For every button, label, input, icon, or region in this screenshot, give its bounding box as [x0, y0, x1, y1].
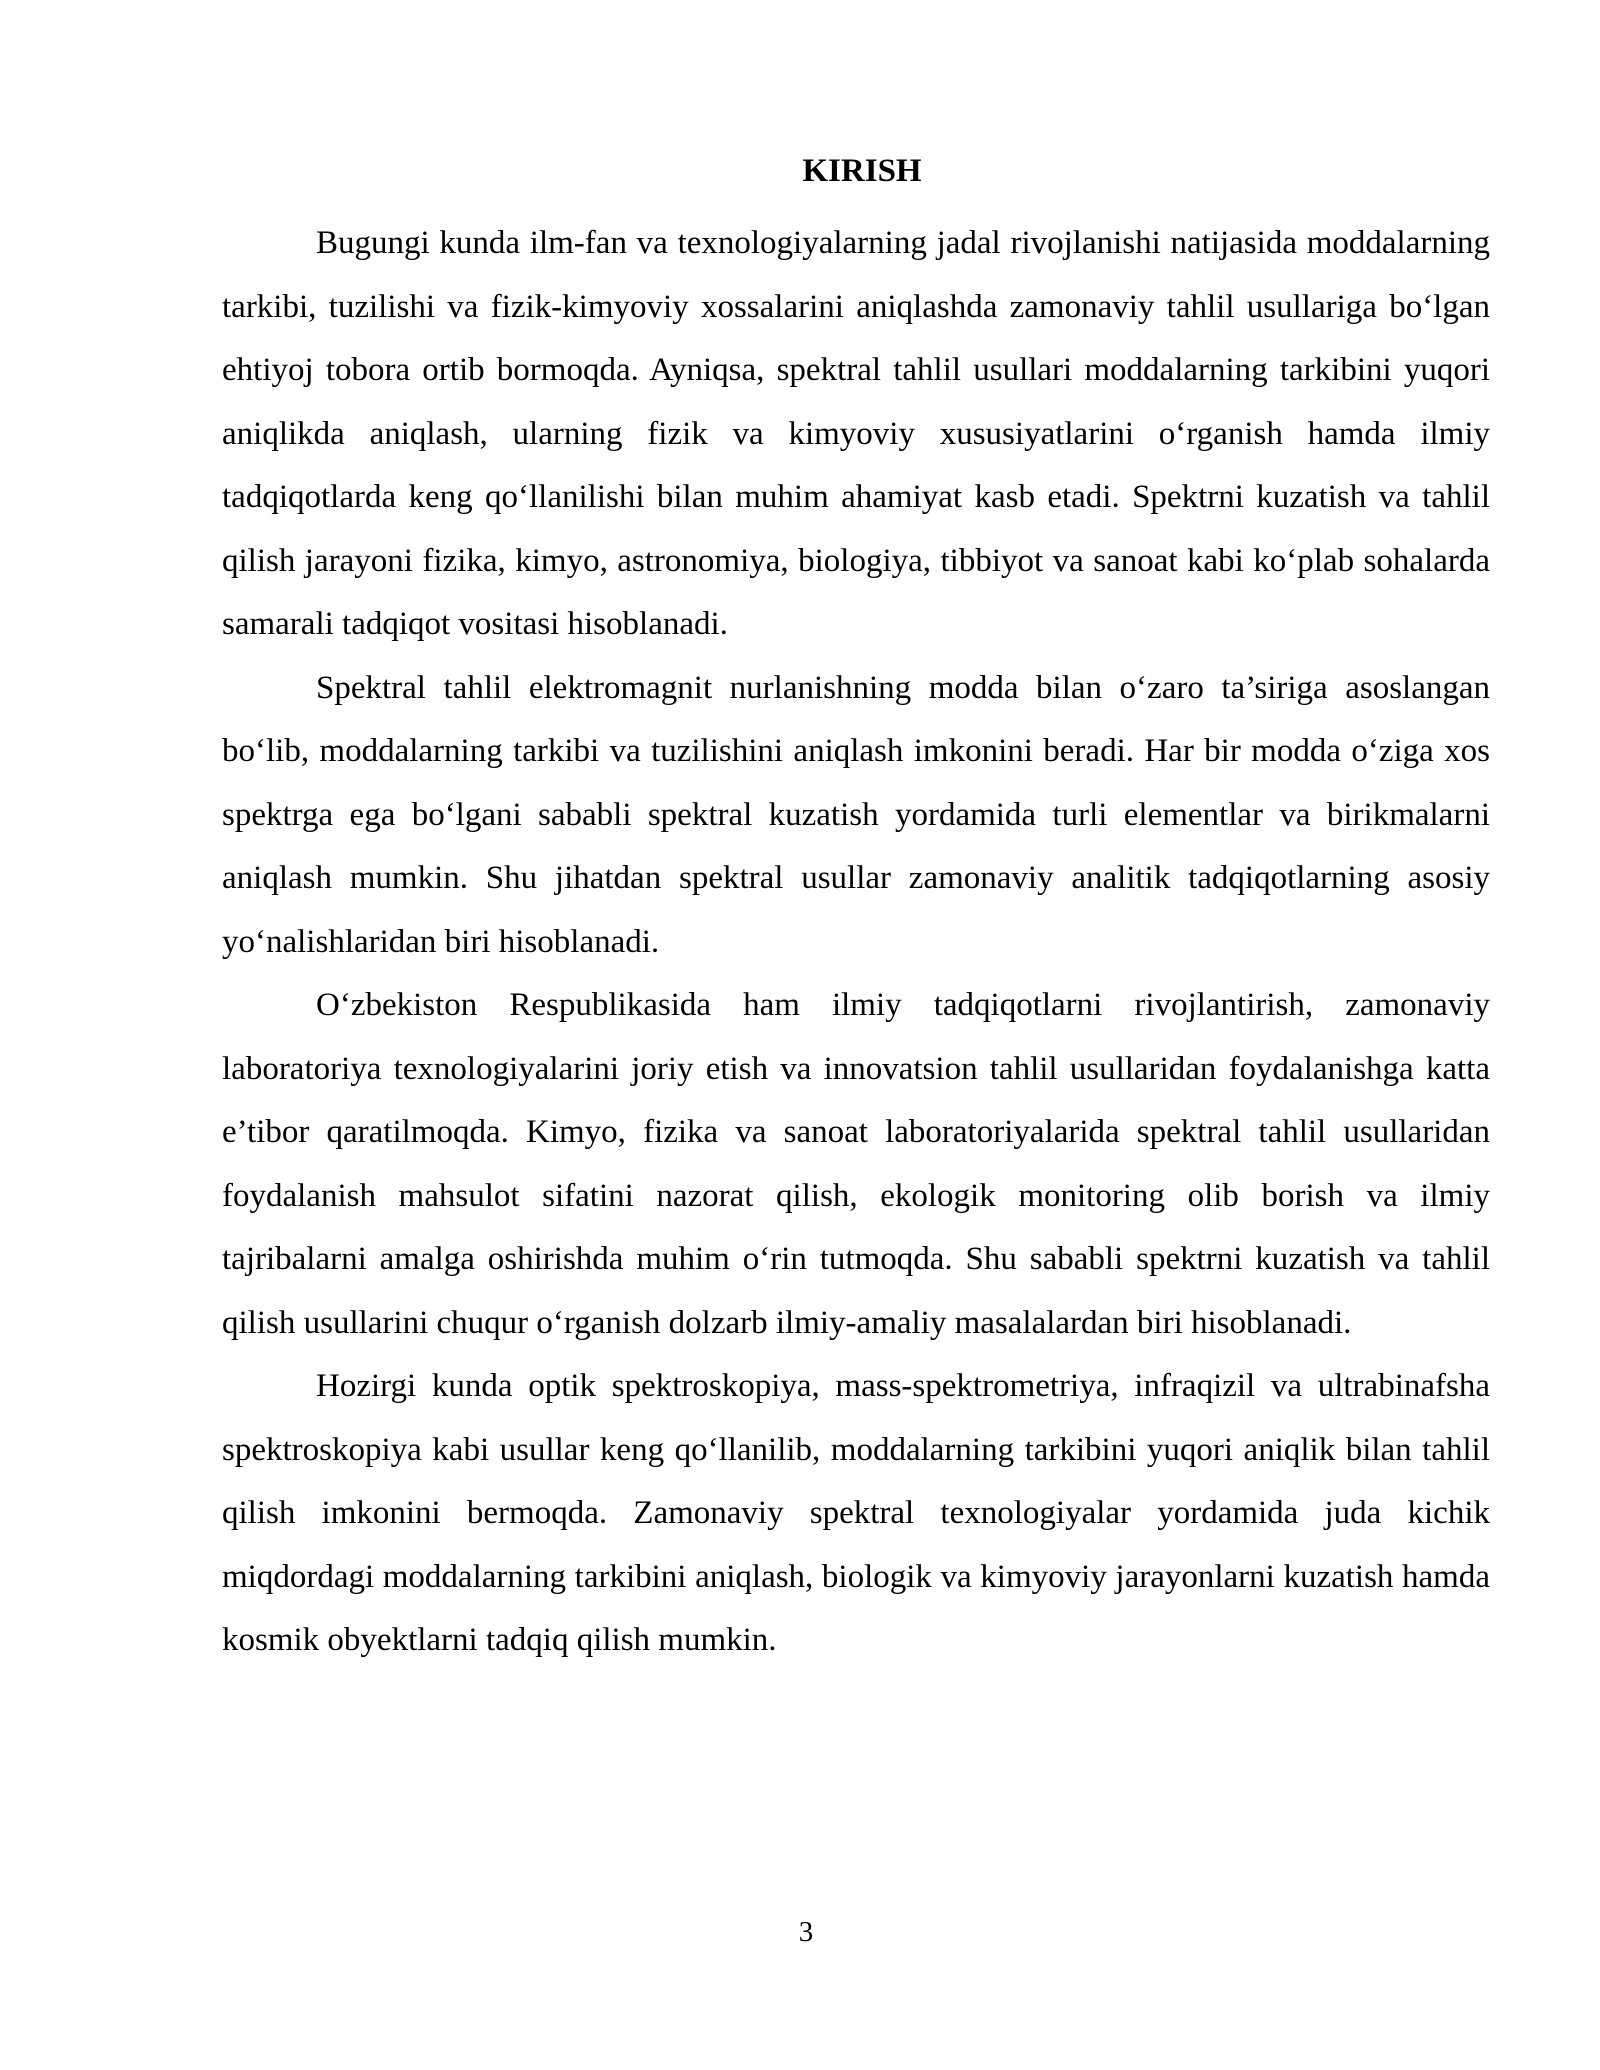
page-number: 3 — [798, 1916, 814, 1948]
section-heading: KIRISH — [802, 153, 922, 189]
paragraph-3: O‘zbekiston Respublikasida ham ilmiy tadqiqotlarni rivojlantirish, zamonaviy laboratoriya texnologiyalarini joriy etish va innovatsion tahlil usullaridan foydalanishga katta e’tibor qaratilmoqda. Kimyo, fizika va sanoat laboratoriyalarida spektral tahlil usullaridan foydalanish mahsulot sifatini nazorat qilish, ekologik monitoring olib borish va ilmiy tajribalarni amalga oshirishda muhim o‘rin tutmoqda. Shu sababli spektrni kuzatish va tahlil qilish usullarini chuqur o‘rganish dolzarb ilmiy-amaliy masalalardan biri hisoblanadi. — [222, 987, 1490, 1341]
paragraph-1: Bugungi kunda ilm-fan va texnologiyalarning jadal rivojlanishi natijasida moddalarning tarkibi, tuzilishi va fizik-kimyoviy xossalarini aniqlashda zamonaviy tahlil usullariga bo‘lgan ehtiyoj tobora ortib bormoqda. Ayniqsa, spektral tahlil usullari moddalarning tarkibini yuqori aniqlikda aniqlash, ularning fizik va kimyoviy xususiyatlarini o‘rganish hamda ilmiy tadqiqotlarda keng qo‘llanilishi bilan muhim ahamiyat kasb etadi. Spektrni kuzatish va tahlil qilish jarayoni fizika, kimyo, astronomiya, biologiya, tibbiyot va sanoat kabi ko‘plab sohalarda samarali tadqiqot vositasi hisoblanadi. — [222, 225, 1490, 642]
page-content — [222, 148, 1490, 1673]
paragraph-4: Hozirgi kunda optik spektroskopiya, mass-spektrometriya, infraqizil va ultrabinafsha spektroskopiya kabi usullar keng qo‘llanilib, moddalarning tarkibini yuqori aniqlik bilan tahlil qilish imkonini bermoqda. Zamonaviy spektral texnologiyalar yordamida juda kichik miqdordagi moddalarning tarkibini aniqlash, biologik va kimyoviy jarayonlarni kuzatish hamda kosmik obyektlarni tadqiq qilish mumkin. — [222, 1368, 1490, 1658]
paragraph-2: Spektral tahlil elektromagnit nurlanishning modda bilan o‘zaro ta’siriga asoslangan bo‘lib, moddalarning tarkibi va tuzilishini aniqlash imkonini beradi. Har bir modda o‘ziga xos spektrga ega bo‘lgani sababli spektral kuzatish yordamida turli elementlar va birikmalarni aniqlash mumkin. Shu jihatdan spektral usullar zamonaviy analitik tadqiqotlarning asosiy yo‘nalishlaridan biri hisoblanadi. — [222, 669, 1490, 960]
